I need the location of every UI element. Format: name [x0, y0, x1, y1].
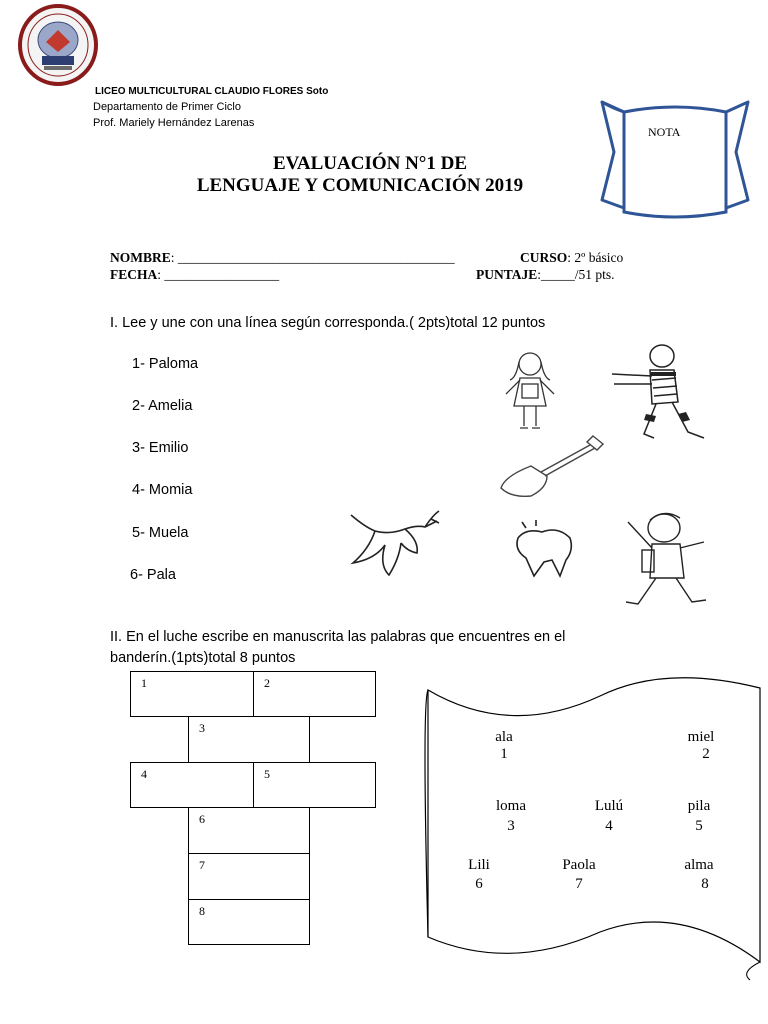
girl-drawing [500, 348, 560, 434]
date-label: FECHA [110, 267, 158, 282]
hopscotch-cell-number: 4 [141, 767, 147, 781]
grade-box-frame [600, 100, 750, 222]
match-item-3: 3- Emilio [132, 440, 189, 456]
hopscotch-cell-4[interactable] [130, 762, 254, 808]
hopscotch-cell-5[interactable] [253, 762, 376, 808]
flag-word-2: miel [687, 729, 715, 745]
hopscotch-cell-number: 6 [199, 812, 205, 826]
course-field [520, 250, 623, 266]
dove-drawing [345, 505, 445, 580]
mummy-drawing [604, 342, 714, 447]
section1-instruction: I. Lee y une con una línea según corresponda.( 2pts)total 12 puntos [110, 315, 546, 331]
tooth-drawing [508, 520, 578, 580]
hopscotch-cell-1[interactable] [130, 671, 254, 717]
hopscotch-cell-number: 2 [264, 676, 270, 690]
match-item-6: 6- Pala [130, 567, 176, 583]
hopscotch-cell-6[interactable] [188, 807, 310, 854]
flag-num-8: 8 [701, 876, 709, 892]
course-value: : 2º básico [567, 250, 624, 265]
hopscotch-cell-number: 1 [141, 676, 147, 690]
hopscotch-cell-number: 5 [264, 767, 270, 781]
flag-word-4: Lulú [594, 798, 624, 814]
flag-word-3: loma [496, 798, 526, 814]
course-label: CURSO [520, 250, 568, 265]
exam-title-line2: LENGUAJE Y COMUNICACIÓN 2019 [196, 175, 524, 196]
boy-drawing [612, 506, 716, 614]
hopscotch-cell-7[interactable] [188, 853, 310, 900]
flag-num-5: 5 [695, 818, 703, 834]
flag-num-3: 3 [507, 818, 515, 834]
score-field[interactable] [476, 267, 615, 283]
match-item-1: 1- Paloma [132, 356, 199, 372]
shovel-drawing [497, 432, 607, 502]
flag-num-4: 4 [605, 818, 613, 834]
name-label: NOMBRE [110, 250, 171, 265]
match-item-2: 2- Amelia [132, 398, 193, 414]
match-item-5: 5- Muela [132, 525, 189, 541]
date-field[interactable] [110, 267, 279, 283]
flag-word-8: alma [684, 857, 714, 873]
flag-num-6: 6 [475, 876, 483, 892]
flag-word-5: pila [687, 798, 711, 814]
score-label: PUNTAJE [476, 267, 538, 282]
school-seal-logo [18, 4, 98, 86]
teacher-name: Prof. Mariely Hernández Larenas [93, 117, 255, 129]
flag-word-7: Paola [562, 857, 596, 873]
name-line: : _________________________________________ [170, 250, 455, 265]
hopscotch-cell-number: 3 [199, 721, 205, 735]
hopscotch-cell-number: 7 [199, 858, 205, 872]
flag-num-2: 2 [702, 746, 710, 762]
flag-num-7: 7 [575, 876, 583, 892]
grade-box-label: NOTA [648, 125, 681, 139]
hopscotch-cell-number: 8 [199, 904, 205, 918]
hopscotch-cell-2[interactable] [253, 671, 376, 717]
name-field[interactable] [110, 250, 455, 266]
school-name: LICEO MULTICULTURAL CLAUDIO FLORES Soto [95, 86, 329, 97]
exam-title-line1: EVALUACIÓN N°1 DE [272, 153, 468, 174]
flag-num-1: 1 [500, 746, 508, 762]
score-line: :_____/51 pts. [537, 267, 615, 282]
section2-instruction-line2: banderín.(1pts)total 8 puntos [110, 650, 296, 666]
section2-instruction-line1: II. En el luche escribe en manuscrita las palabras que encuentres en el [110, 629, 566, 645]
date-line: : _________________ [157, 267, 280, 282]
flag-word-1: ala [495, 729, 513, 745]
match-item-4: 4- Momia [132, 482, 193, 498]
hopscotch-cell-8[interactable] [188, 899, 310, 945]
hopscotch-cell-3[interactable] [188, 716, 310, 763]
flag-word-6: Lili [468, 857, 490, 873]
department-name: Departamento de Primer Ciclo [93, 101, 241, 113]
